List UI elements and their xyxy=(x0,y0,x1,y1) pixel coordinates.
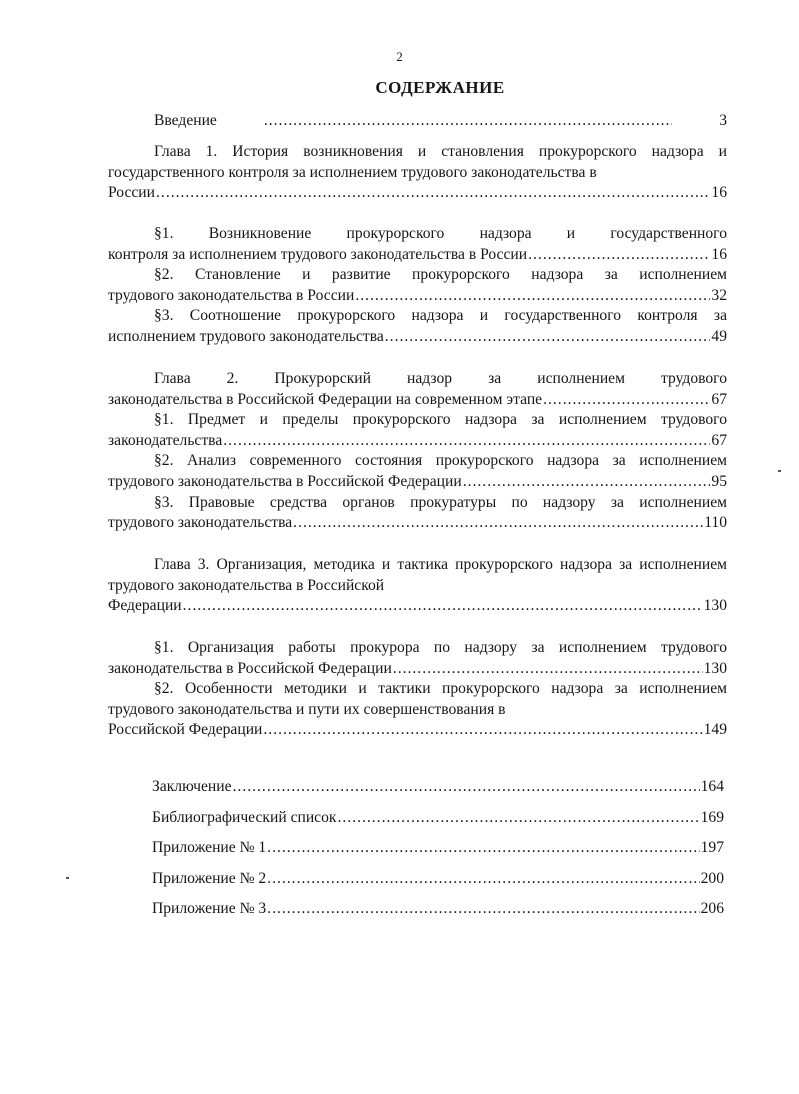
page-title: СОДЕРЖАНИЕ xyxy=(375,78,505,97)
toc-line: Приложение № 3 ..... 206 xyxy=(152,894,724,925)
toc-intro xyxy=(108,111,727,132)
scan-speck xyxy=(778,470,781,472)
toc-section: §1. Организация работы прокурора по надзору за исполнением трудового законодательства в Российской Федерации ..... 130 xyxy=(108,638,727,679)
toc-line: России ..... 16 xyxy=(108,183,727,204)
toc-entry-label: Введение xyxy=(154,112,217,129)
scan-speck xyxy=(66,877,69,879)
toc-page-number: 67 xyxy=(711,431,727,449)
chapter-heading: Глава 3. Организация, методика и тактика прокурорского надзора за исполнением трудового законодательства в Российской xyxy=(108,556,727,594)
toc-section: §3. Соотношение прокурорского надзора и государственного контроля за исполнением трудового законодательства ..... 49 xyxy=(108,306,727,347)
toc-section: §1. Предмет и пределы прокурорского надзора за исполнением трудового законодательства ..... 67 xyxy=(108,410,727,451)
toc-chapter-3: Глава 3. Организация, методика и тактика прокурорского надзора за исполнением трудового законодательства в Российской Федерации ..... 130 xyxy=(108,555,727,617)
toc-chapter-2: Глава 2. Прокурорский надзор за исполнением трудового законодательства в Российской Федерации на современном этапе ..... 67 §1. Предмет и пределы прокурорского надзора за исполнением трудового законодательства ..... 67 §2. Анализ современного состояния прокурорского надзора за исполнением трудового законодательства в Российской Федерации ..... 95 §3. Правовые средства органов прокуратуры по надзору за исполнением трудового законодательства ..... 110 xyxy=(108,369,727,534)
toc-page-number: 16 xyxy=(711,184,727,202)
toc-page-number: 32 xyxy=(711,286,727,304)
toc-line: Заключение ..... 164 xyxy=(152,772,724,803)
toc-page-number: 67 xyxy=(711,390,727,408)
toc-section: §2. Особенности методики и тактики прокурорского надзора за исполнением трудового законодательства и пути их совершенствования в Российской Федерации ..... 149 xyxy=(108,679,727,741)
toc-line: Библиографический список ..... 169 xyxy=(152,803,724,834)
toc-page-number: 197 xyxy=(700,839,724,856)
toc-closing xyxy=(152,772,724,925)
toc-page-number: 164 xyxy=(700,778,724,795)
toc-page-number: 3 xyxy=(719,112,727,129)
toc-chapter-1-sections xyxy=(108,224,727,348)
toc-section: §1. Возникновение прокурорского надзора и государственного контроля за исполнением трудового законодательства в России ..... 16 xyxy=(108,224,727,265)
toc-chapter-3-sections xyxy=(108,638,727,741)
toc-section: §2. Анализ современного состояния прокурорского надзора за исполнением трудового законодательства в Российской Федерации ..... 95 xyxy=(108,451,727,492)
toc-line: Приложение № 1 ..... 197 xyxy=(152,833,724,864)
toc-line xyxy=(108,111,727,132)
toc-page-number: 169 xyxy=(700,808,724,826)
toc-page-number: 130 xyxy=(703,659,727,677)
toc-page-number: 49 xyxy=(711,327,727,345)
chapter-heading: Глава 1. История возникновения и становления прокурорского надзора и государственного контроля за исполнением трудового законодательства в xyxy=(108,143,727,181)
toc-line: Приложение № 2 ..... 200 xyxy=(152,864,724,895)
toc-chapter-1 xyxy=(108,142,727,204)
toc-page-number: 149 xyxy=(703,721,727,739)
toc-page-number: 200 xyxy=(700,869,724,887)
toc-page-number: 95 xyxy=(711,472,727,490)
toc-page-number: 110 xyxy=(704,514,727,532)
toc-page-number: 206 xyxy=(700,900,724,917)
toc-section: §3. Правовые средства органов прокуратуры по надзору за исполнением трудового законодательства ..... 110 xyxy=(108,493,727,534)
toc-section: §2. Становление и развитие прокурорского надзора за исполнением трудового законодательства в России ..... 32 xyxy=(108,265,727,306)
page-number: 2 xyxy=(396,49,403,64)
toc-page-number: 16 xyxy=(711,245,727,263)
toc-page-number: 130 xyxy=(703,597,727,615)
chapter-heading: Глава 2. Прокурорский надзор за исполнением трудового xyxy=(154,370,727,387)
